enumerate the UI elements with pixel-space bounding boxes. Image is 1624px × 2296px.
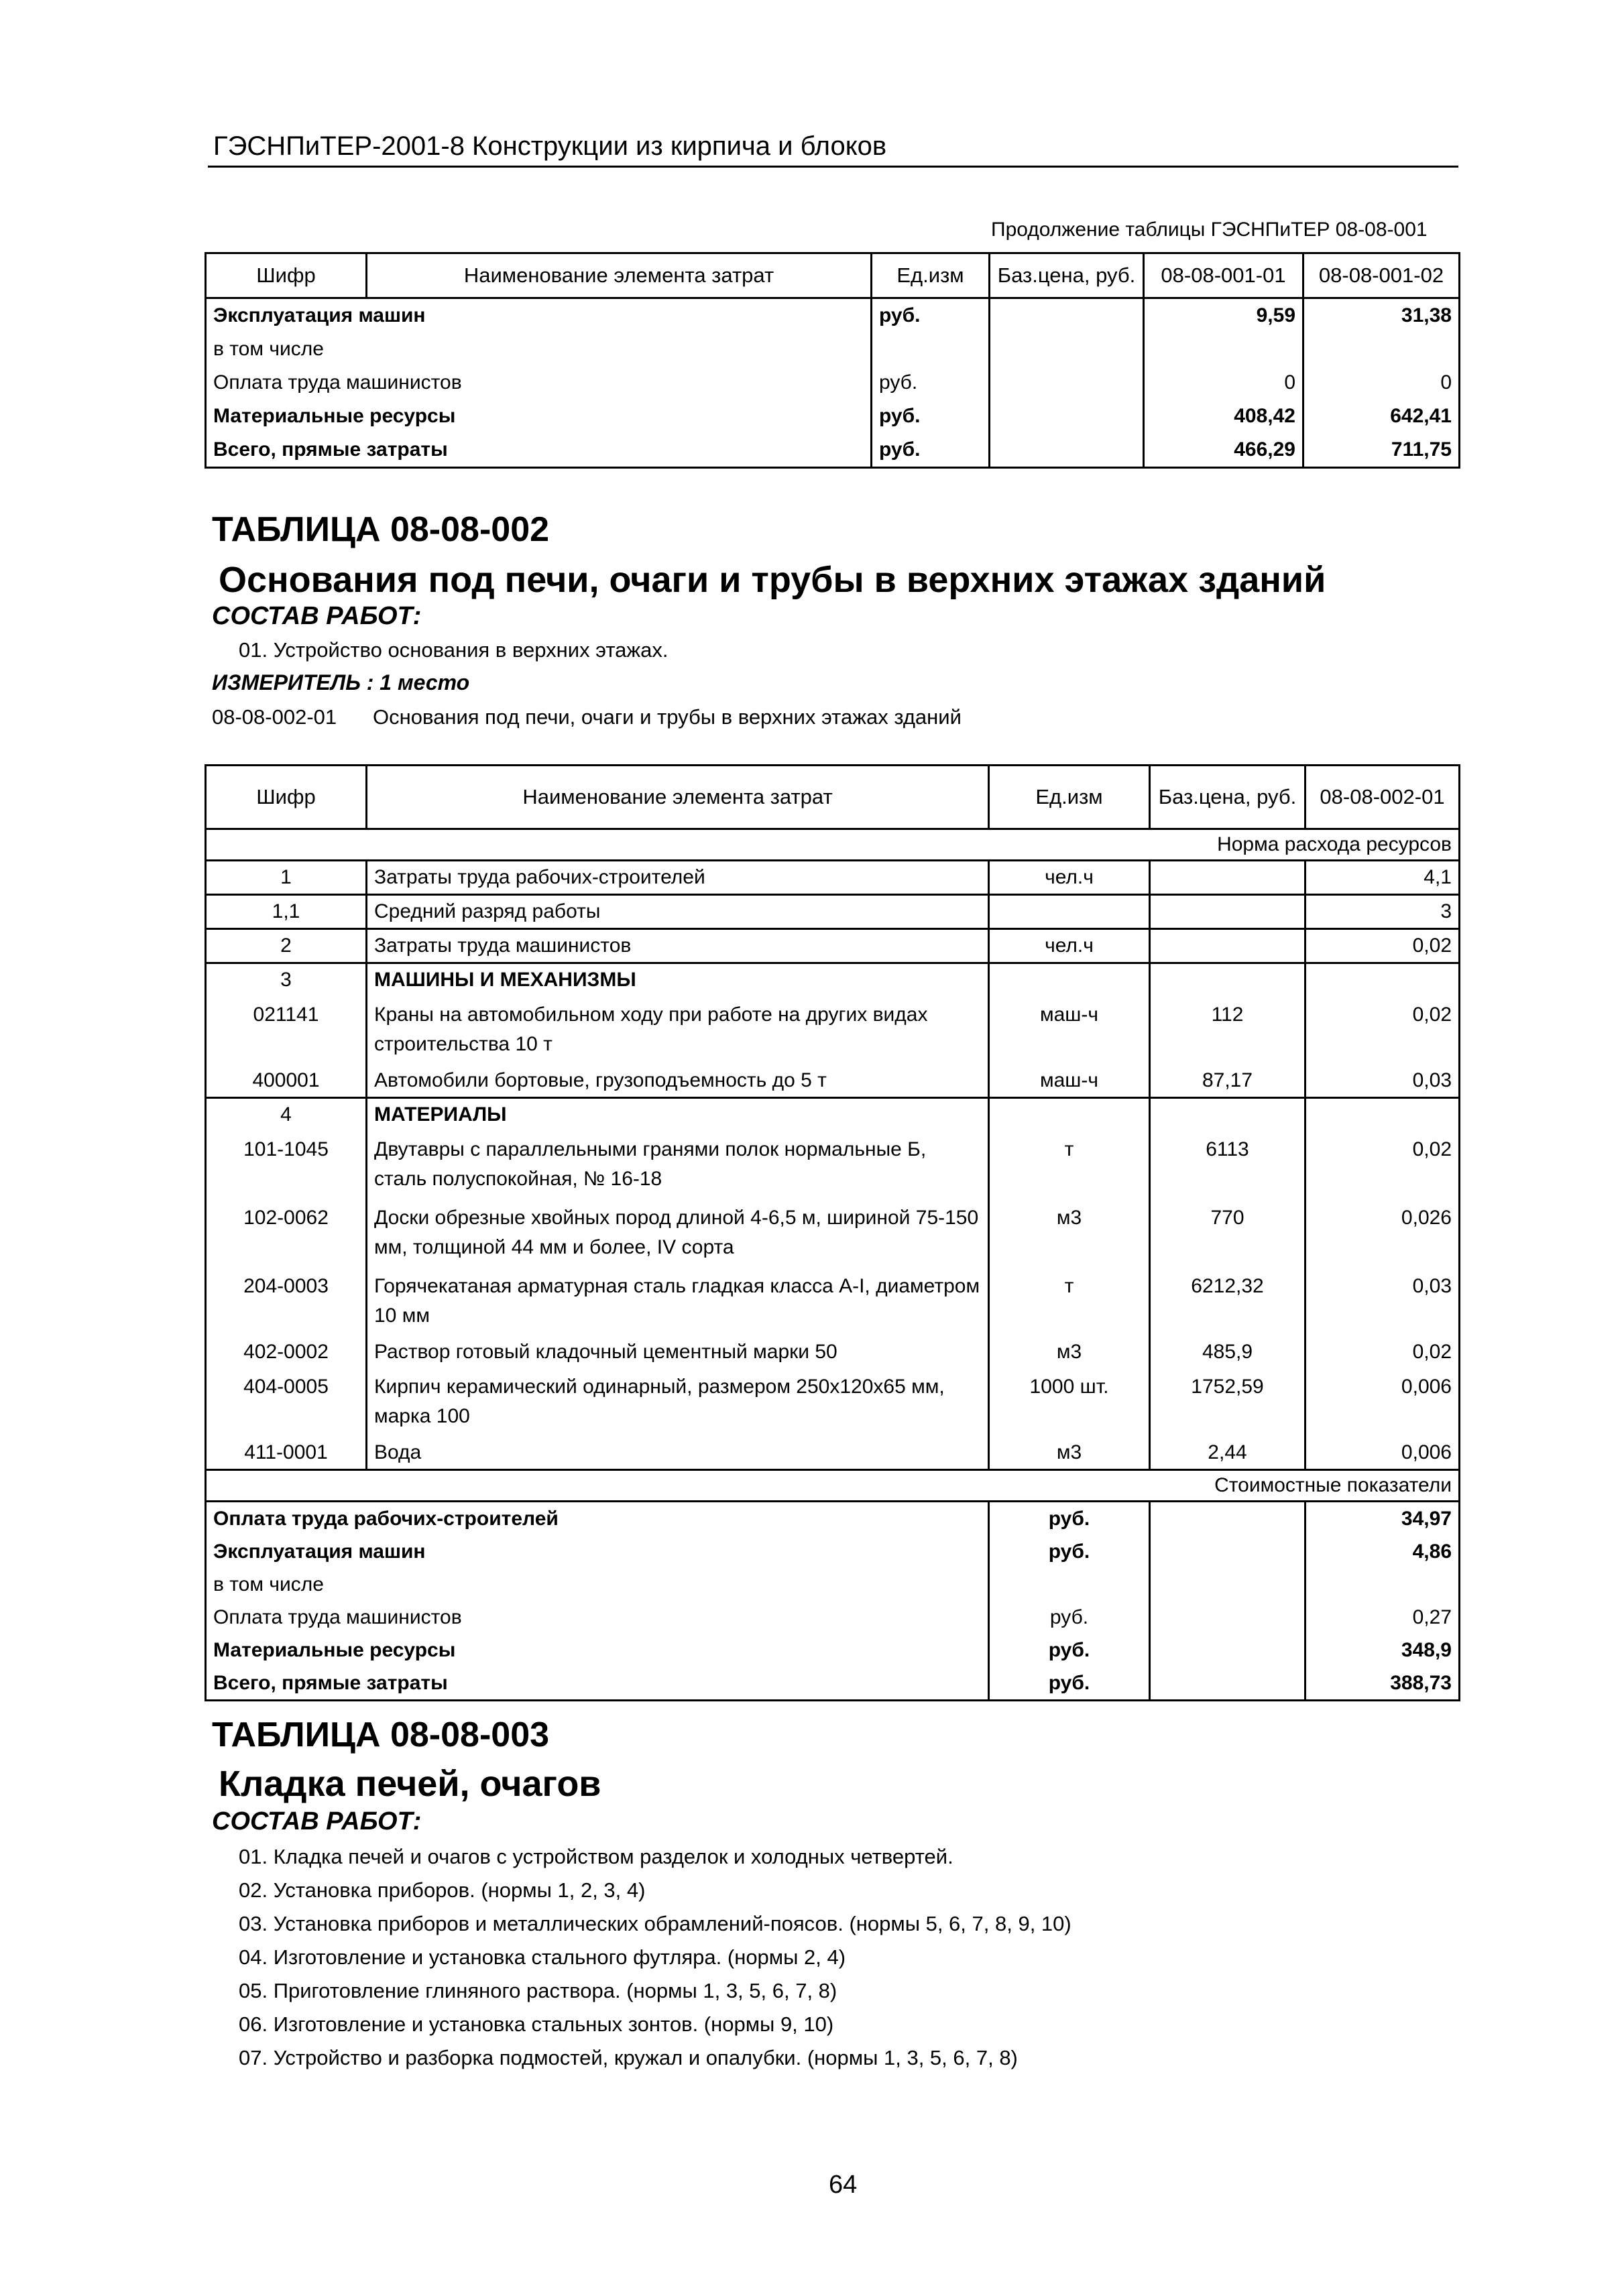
table-row (206, 1131, 1460, 1199)
row-name: Кирпич керамический одинарный, размером 250х120х65 мм, марка 100 (367, 1368, 989, 1437)
summary-name: в том числе (206, 1568, 989, 1601)
table-row (206, 333, 1460, 366)
row-name: Оплата труда машинистов (213, 371, 462, 394)
row-value: 711,75 (1303, 433, 1460, 468)
row-value: 0 (1144, 366, 1303, 400)
row-code: 1,1 (206, 895, 367, 929)
table-row (206, 366, 1460, 400)
row-name: Средний разряд работы (367, 895, 989, 929)
norm-code: 08-08-002-01 (212, 705, 337, 729)
column-header: Шифр (206, 766, 367, 829)
row-code: 102-0062 (206, 1199, 367, 1268)
row-code: 402-0002 (206, 1336, 367, 1368)
works-item: 06. Изготовление и установка стальных зонтов. (нормы 9, 10) (239, 2012, 834, 2036)
works-item: 04. Изготовление и установка стального футляра. (нормы 2, 4) (239, 1945, 846, 1969)
row-unit: руб. (872, 400, 990, 433)
table-row (206, 861, 1460, 895)
column-header: 08-08-002-01 (1306, 766, 1460, 829)
row-name: Горячекатаная арматурная сталь гладкая класса А-I, диаметром 10 мм (367, 1268, 989, 1336)
table-header-row (206, 253, 1460, 298)
works-item: 05. Приготовление глиняного раствора. (нормы 1, 3, 5, 6, 7, 8) (239, 1979, 837, 2002)
works-item: 03. Установка приборов и металлических обрамлений-поясов. (нормы 5, 6, 7, 8, 9, 10) (239, 1912, 1071, 1935)
summary-unit: руб. (989, 1502, 1150, 1536)
row-value: 3 (1306, 895, 1460, 929)
row-unit: т (989, 1268, 1150, 1336)
row-price: 6113 (1150, 1131, 1306, 1199)
row-price: 770 (1150, 1199, 1306, 1268)
row-code: 411-0001 (206, 1437, 367, 1470)
row-value: 31,38 (1303, 298, 1460, 333)
row-name: Двутавры с параллельными гранями полок нормальные Б, сталь полуспокойная, № 16-18 (367, 1131, 989, 1199)
column-header: Наименование элемента затрат (367, 766, 989, 829)
row-code: 400001 (206, 1065, 367, 1098)
row-unit: чел.ч (989, 861, 1150, 895)
row-unit: маш-ч (989, 996, 1150, 1065)
works-item: 01. Устройство основания в верхних этажах. (239, 638, 669, 662)
cost-section-label: Стоимостные показатели (206, 1470, 1460, 1502)
row-unit: м3 (989, 1336, 1150, 1368)
row-code: 2 (206, 929, 367, 963)
row-value: 0,006 (1306, 1368, 1460, 1437)
row-name: МАТЕРИАЛЫ (367, 1098, 989, 1132)
row-unit (989, 895, 1150, 929)
table-row (206, 1098, 1460, 1132)
row-unit: руб. (872, 366, 990, 400)
measure-label: ИЗМЕРИТЕЛЬ : 1 место (212, 670, 470, 694)
row-value: 642,41 (1303, 400, 1460, 433)
page-header-title: ГЭСНПиТЕР-2001-8 Конструкции из кирпича и блоков (213, 131, 887, 161)
row-unit: руб. (872, 433, 990, 468)
row-value: 0 (1303, 366, 1460, 400)
row-value: 0,02 (1306, 1336, 1460, 1368)
row-code: 101-1045 (206, 1131, 367, 1199)
column-header: Шифр (206, 253, 367, 298)
section-label-row (206, 1470, 1460, 1502)
row-value: 4,1 (1306, 861, 1460, 895)
table-row (206, 1368, 1460, 1437)
summary-value: 4,86 (1306, 1535, 1460, 1568)
column-header: 08-08-001-02 (1303, 253, 1460, 298)
table-number-heading: ТАБЛИЦА 08-08-002 (212, 510, 550, 549)
column-header: Ед.изм (872, 253, 990, 298)
row-price (1150, 861, 1306, 895)
norm-description: Основания под печи, очаги и трубы в верхних этажах зданий (373, 705, 962, 729)
works-item: 02. Установка приборов. (нормы 1, 2, 3, 4) (239, 1878, 646, 1902)
table-row (206, 929, 1460, 963)
row-unit: м3 (989, 1437, 1150, 1470)
table-row (206, 1199, 1460, 1268)
table-row (206, 895, 1460, 929)
row-name: Вода (367, 1437, 989, 1470)
row-unit: 1000 шт. (989, 1368, 1150, 1437)
continuation-table (205, 252, 1460, 469)
row-name: МАШИНЫ И МЕХАНИЗМЫ (367, 963, 989, 997)
works-label: СОСТАВ РАБОТ: (212, 1807, 422, 1835)
norm-section-label: Норма расхода ресурсов (206, 829, 1460, 861)
summary-row (206, 1568, 1460, 1601)
summary-name: Всего, прямые затраты (206, 1667, 989, 1701)
table-row (206, 1268, 1460, 1336)
section-subtitle: Основания под печи, очаги и трубы в верхних этажах зданий (219, 560, 1326, 600)
table-row (206, 298, 1460, 333)
summary-name: Оплата труда рабочих-строителей (206, 1502, 989, 1536)
page-number: 64 (829, 2171, 858, 2199)
table-row (206, 996, 1460, 1065)
row-value: 408,42 (1144, 400, 1303, 433)
column-header: Баз.цена, руб. (990, 253, 1144, 298)
table-header-row (206, 766, 1460, 829)
row-value: 0,02 (1306, 929, 1460, 963)
row-code: 3 (206, 963, 367, 997)
row-name: Материальные ресурсы (213, 405, 456, 427)
row-price (1150, 929, 1306, 963)
summary-row (206, 1535, 1460, 1568)
row-unit: т (989, 1131, 1150, 1199)
table-row (206, 1437, 1460, 1470)
row-value: 0,026 (1306, 1199, 1460, 1268)
table-continuation-caption: Продолжение таблицы ГЭСНПиТЕР 08-08-001 (991, 219, 1428, 241)
row-price: 485,9 (1150, 1336, 1306, 1368)
summary-row (206, 1634, 1460, 1667)
works-item: 01. Кладка печей и очагов с устройством разделок и холодных четвертей. (239, 1845, 953, 1868)
summary-unit: руб. (989, 1535, 1150, 1568)
row-value: 0,02 (1306, 996, 1460, 1065)
row-name: в том числе (213, 338, 324, 360)
table-row (206, 1065, 1460, 1098)
row-name: Раствор готовый кладочный цементный марки 50 (367, 1336, 989, 1368)
summary-row (206, 1667, 1460, 1701)
summary-value: 388,73 (1306, 1667, 1460, 1701)
row-price: 112 (1150, 996, 1306, 1065)
section-label-row (206, 829, 1460, 861)
table-row (206, 1336, 1460, 1368)
row-code: 204-0003 (206, 1268, 367, 1336)
row-unit: маш-ч (989, 1065, 1150, 1098)
row-code: 1 (206, 861, 367, 895)
row-value: 0,03 (1306, 1065, 1460, 1098)
column-header: Баз.цена, руб. (1150, 766, 1306, 829)
row-name: Затраты труда рабочих-строителей (367, 861, 989, 895)
row-name: Автомобили бортовые, грузоподъемность до 5 т (367, 1065, 989, 1098)
row-unit: м3 (989, 1199, 1150, 1268)
summary-row (206, 1601, 1460, 1634)
row-value: 0,006 (1306, 1437, 1460, 1470)
summary-value: 0,27 (1306, 1601, 1460, 1634)
row-value: 0,03 (1306, 1268, 1460, 1336)
row-value: 466,29 (1144, 433, 1303, 468)
row-code: 021141 (206, 996, 367, 1065)
works-item: 07. Устройство и разборка подмостей, кружал и опалубки. (нормы 1, 3, 5, 6, 7, 8) (239, 2046, 1018, 2069)
summary-value: 348,9 (1306, 1634, 1460, 1667)
summary-row (206, 1502, 1460, 1536)
column-header: Наименование элемента затрат (367, 253, 872, 298)
summary-value: 34,97 (1306, 1502, 1460, 1536)
row-price (1150, 895, 1306, 929)
row-code: 4 (206, 1098, 367, 1132)
row-value: 0,02 (1306, 1131, 1460, 1199)
summary-name: Оплата труда машинистов (206, 1601, 989, 1634)
column-header: Ед.изм (989, 766, 1150, 829)
table-row (206, 400, 1460, 433)
summary-unit: руб. (989, 1667, 1150, 1701)
table-row (206, 963, 1460, 997)
row-price: 2,44 (1150, 1437, 1306, 1470)
row-price: 1752,59 (1150, 1368, 1306, 1437)
table-number-heading: ТАБЛИЦА 08-08-003 (212, 1715, 550, 1754)
row-name: Доски обрезные хвойных пород длиной 4-6,5 м, шириной 75-150 мм, толщиной 44 мм и более, IV сорта (367, 1199, 989, 1268)
header-divider (208, 166, 1458, 168)
summary-name: Эксплуатация машин (206, 1535, 989, 1568)
row-unit: чел.ч (989, 929, 1150, 963)
row-name: Всего, прямые затраты (213, 438, 448, 461)
summary-unit: руб. (989, 1601, 1150, 1634)
row-price: 6212,32 (1150, 1268, 1306, 1336)
summary-name: Материальные ресурсы (206, 1634, 989, 1667)
row-name: Краны на автомобильном ходу при работе на других видах строительства 10 т (367, 996, 989, 1065)
row-price: 87,17 (1150, 1065, 1306, 1098)
column-header: 08-08-001-01 (1144, 253, 1303, 298)
row-name: Затраты труда машинистов (367, 929, 989, 963)
summary-unit: руб. (989, 1634, 1150, 1667)
section-subtitle: Кладка печей, очагов (219, 1764, 601, 1804)
table-row (206, 433, 1460, 468)
works-label: СОСТАВ РАБОТ: (212, 602, 422, 630)
row-name: Эксплуатация машин (213, 304, 426, 326)
row-unit: руб. (872, 298, 990, 333)
row-value: 9,59 (1144, 298, 1303, 333)
resource-norms-table (205, 764, 1460, 1701)
row-code: 404-0005 (206, 1368, 367, 1437)
